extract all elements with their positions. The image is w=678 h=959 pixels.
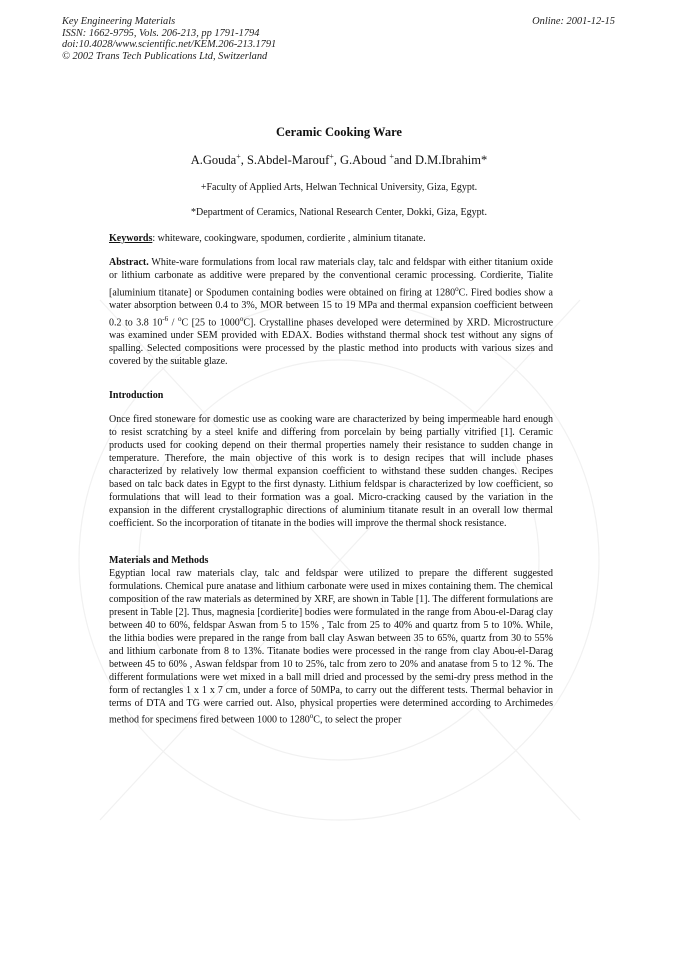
methods-text: C, to select the proper [313, 714, 402, 726]
online-date: Online: 2001-12-15 [532, 16, 615, 27]
keywords-label: Keywords [109, 233, 153, 244]
author-gouda: A.Gouda [190, 153, 237, 168]
introduction-paragraph: Once fired stoneware for domestic use as cooking ware are characterized by being impermeable hard enough to resist scratching by a steel knife and differing from porcelain by being partially vitrified [1]. Ceramic products used for cooking depend on their thermal properties namely their resistance to sudden change in temperature. Therefore, the main objective of this work is to design recipes that will include phases characterized by relatively low thermal expansion coefficient to withstand these sudden changes. Recipes based on talc back dates in Egypt to the first dynasty. Lithium feldspar is characterized by low coefficient, so formulations that will lead to their formation was a goal. Micro-cracking caused by the variation in the expansion in the different crystallographic directions of aluminium titanate result in an overall low thermal coefficient. So the incorporation of titanate in the bodies will improve the thermal shock resistance. [109, 414, 553, 529]
publication-info [62, 16, 276, 62]
exponent-sup: -6 [162, 315, 169, 324]
abstract-paragraph [109, 257, 553, 369]
journal-name: Key Engineering Materials [62, 16, 176, 27]
abstract-text: C [25 to 1000 [181, 317, 240, 329]
doi-line[interactable]: doi:10.4028/www.scientific.net/KEM.206-213.1791 [62, 39, 277, 51]
degree-sup: o [309, 712, 314, 721]
degree-sup: o [455, 284, 459, 293]
abstract-text: C. Fired bodies show a water absorption between 0.4 to 3%, MOR between 15 to 19 MPa and thermal expansion coefficient between 0.2 to 3.8 10 [109, 287, 553, 329]
methods-text: Egyptian local raw materials clay, talc and feldspar were utilized to prepare the different suggested formulations. Chemical pure anatase and lithium carbonate were used in mixes containing them. The chemical composition of the raw materials as determined by XRF, are shown in Table [1]. The different formulations are present in Table [2]. Thus, magnesia [cordierite] bodies were formulated in the range from Abou-el-Darag clay between 40 to 60%, feldspar Aswan from 5 to 15% , Talc from 25 to 40% and quartz from 5 to 10%. While, the lithia bodies were prepared in the range from ball clay Aswan between 35 to 65%, quartz from 30 to 55% and lithium carbonate from 8 to 13%. Titanate bodies were processed in the range from clay Abou-el-Darag between 45 to 60% , Aswan feldspar from 10 to 25%, talc from zero to 20% and anatase from 5 to 12 %. The different formulations were wet mixed in a ball mill dried and processed by the semi-dry press method in the form of rectangles 1 x 1 x 7 cm, under a force of 50MPa, to carry out the different tests. Thermal behavior in terms of DTA and TG were carried out. Also, physical properties were determined according to Archimedes method for specimens fired between 1000 to 1280 [109, 568, 553, 726]
abstract-label: Abstract. [109, 257, 149, 268]
affiliation-mark: + [329, 152, 334, 161]
issn-line: ISSN: 1662-9795, Vols. 206-213, pp 1791-1794 [62, 27, 260, 39]
keywords-text: : whiteware, cookingware, spodumen, cordierite , alminium titanate. [152, 233, 426, 244]
introduction-heading: Introduction [109, 390, 164, 401]
author-abdel-marouf: , S.Abdel-Marouf [240, 153, 330, 168]
materials-methods-heading: Materials and Methods [109, 555, 209, 566]
affiliation-nrc: *Department of Ceramics, National Research Center, Dokki, Giza, Egypt. [191, 207, 487, 218]
affiliation-mark: + [236, 152, 241, 161]
abstract-text: / [168, 317, 178, 329]
degree-sup: o [239, 315, 244, 324]
author-list [0, 152, 678, 168]
affiliation-mark: + [389, 152, 394, 161]
keywords-line [109, 233, 426, 244]
degree-sup: o [177, 315, 182, 324]
affiliation-helwan: +Faculty of Applied Arts, Helwan Technical University, Giza, Egypt. [200, 182, 478, 193]
copyright-line: © 2002 Trans Tech Publications Ltd, Switzerland [62, 50, 268, 62]
abstract-text: C]. Crystalline phases developed were determined by XRD. Microstructure was examined under SEM provided with EDAX. Bodies withstand thermal shock test without any signs of spalling. Selected compositions were processed by the plastic method into products with various sizes and covered by the suitable glaze. [109, 317, 554, 368]
paper-title: Ceramic Cooking Ware [276, 125, 402, 139]
abstract-text: White-ware formulations from local raw materials clay, talc and feldspar with either titanium oxide or lithium carbonate as additive were prepared by the conventional ceramic processing. Cordierite, Tialite [aluminium titanate] or Spodumen containing bodies were obtained on firing at 1280 [109, 257, 553, 299]
author-aboud: , G.Aboud [333, 153, 390, 168]
author-ibrahim: and D.M.Ibrahim* [393, 153, 488, 168]
materials-methods-paragraph [109, 568, 553, 728]
